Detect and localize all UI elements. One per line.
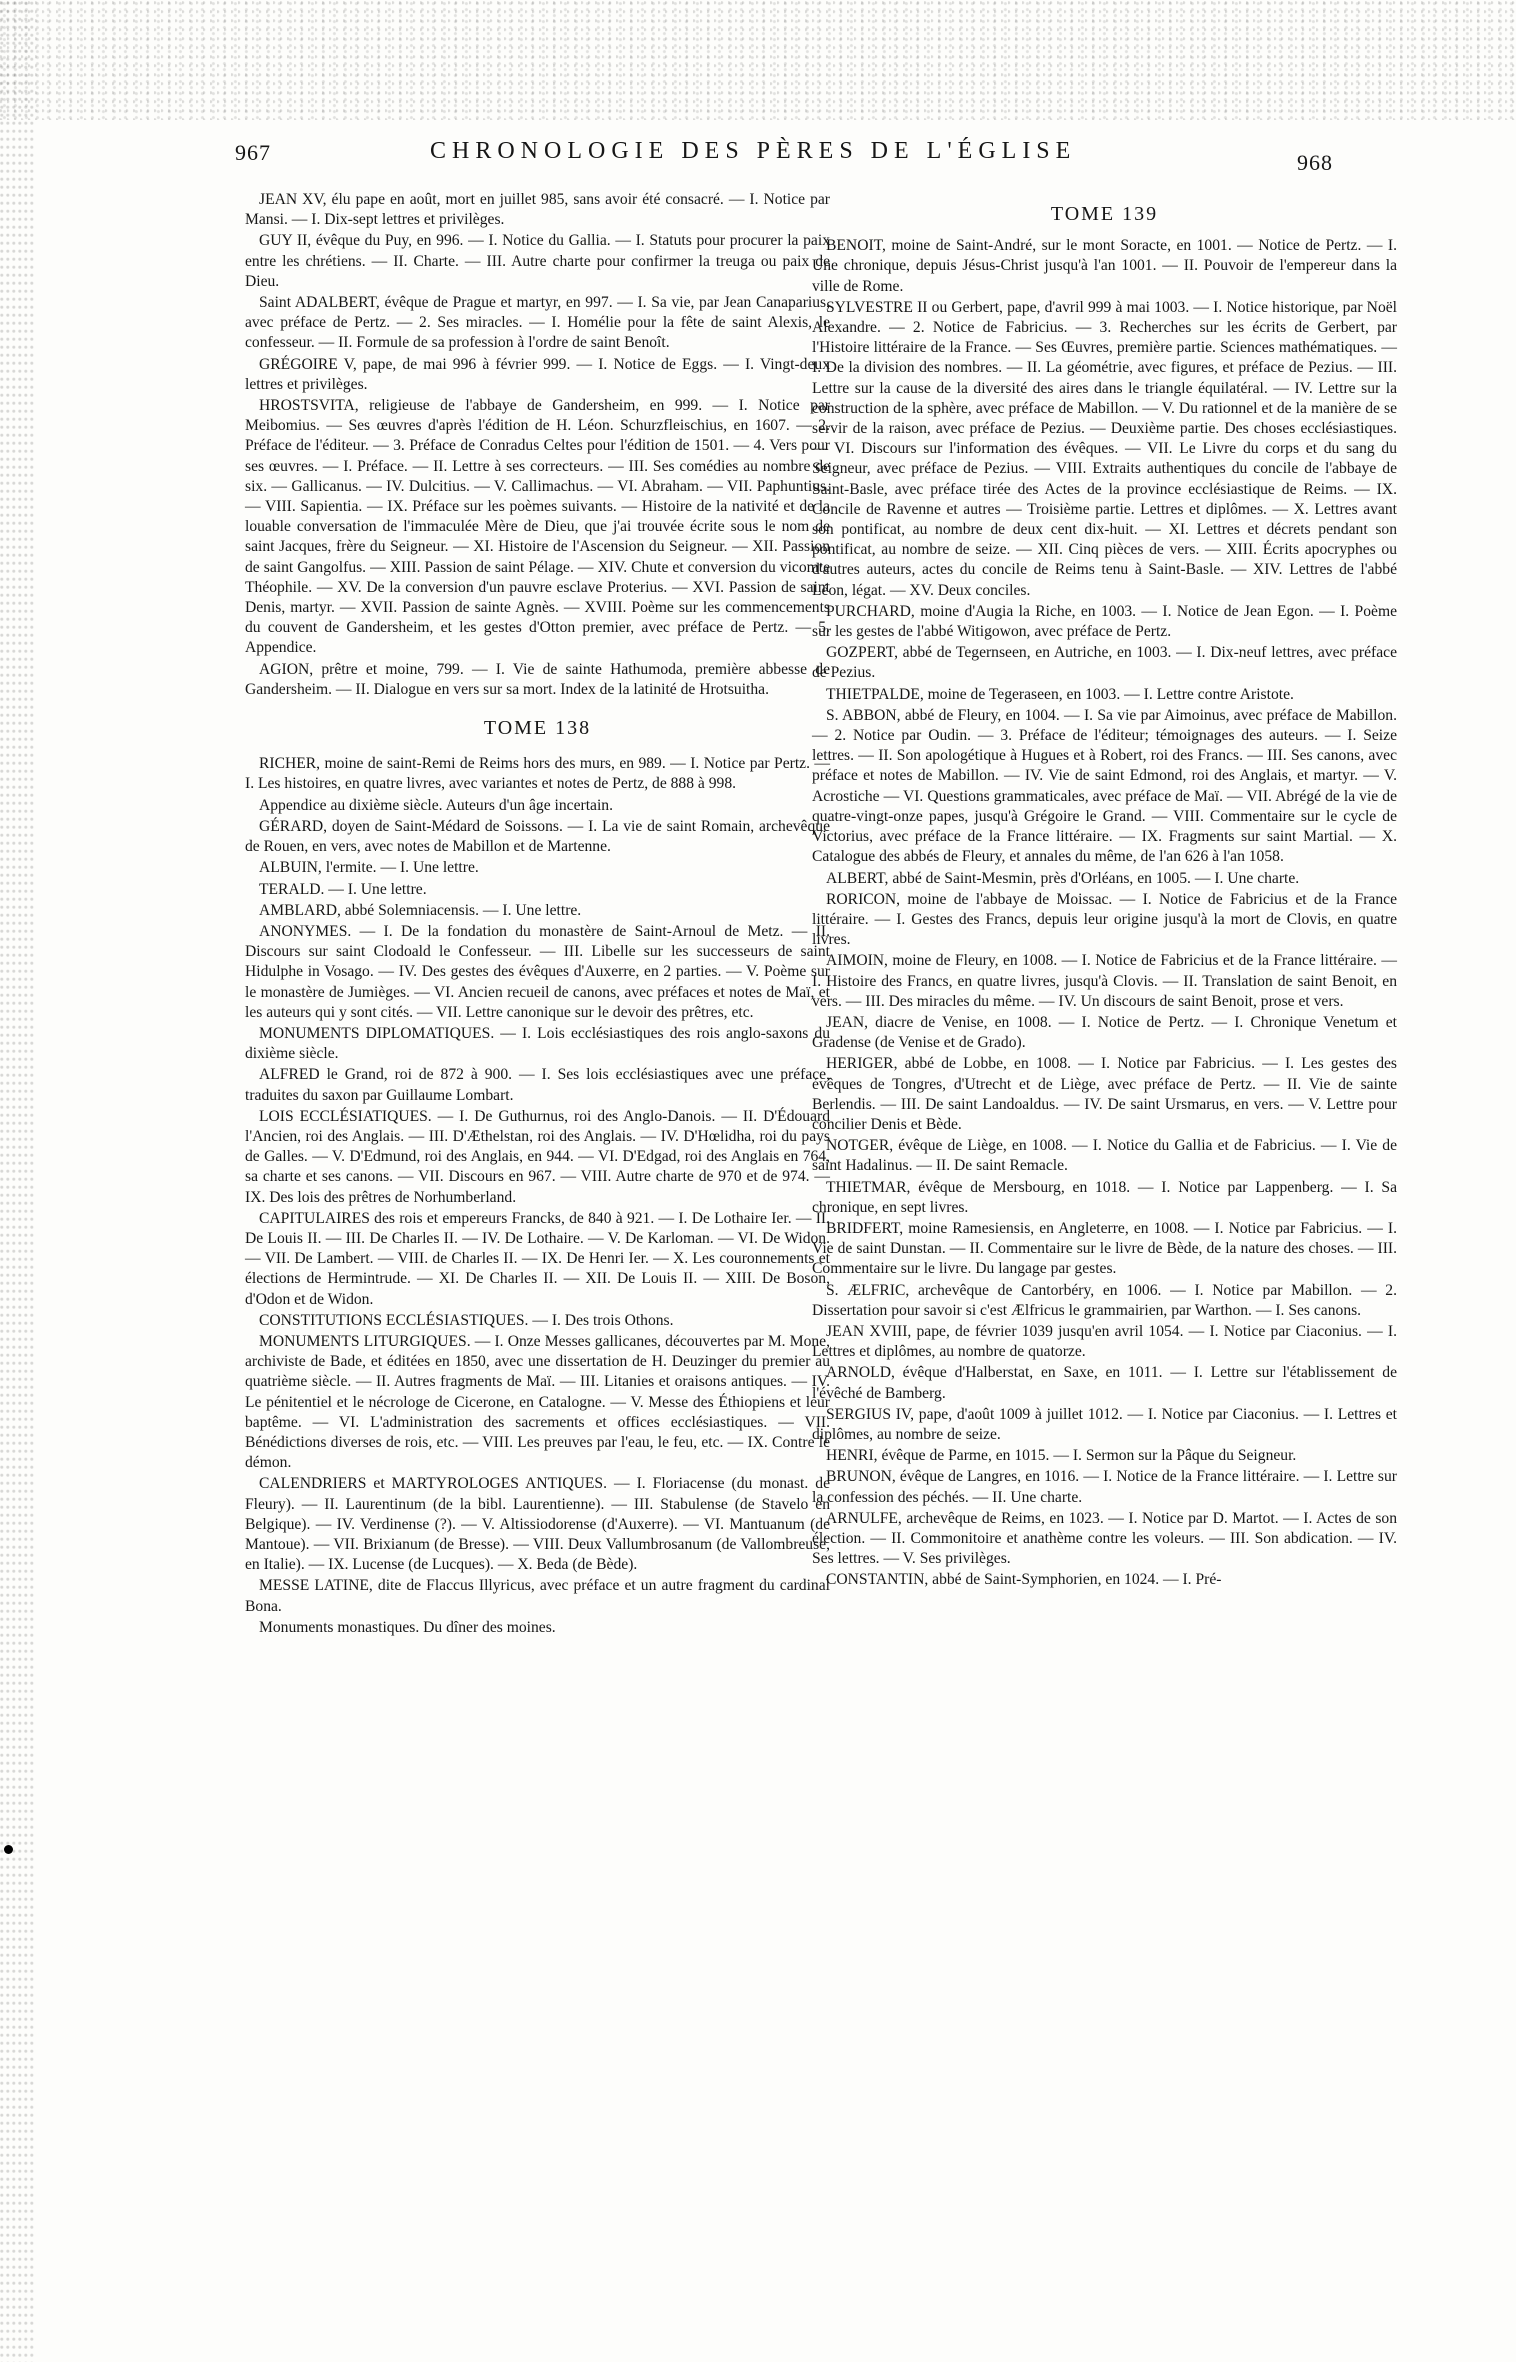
catalog-entry: CONSTITUTIONS ECCLÉSIASTIQUES. — I. Des trois Othons. — [259, 1311, 674, 1329]
tome-138-title: TOME 138 — [483, 717, 592, 740]
catalog-entry: Monuments monastiques. Du dîner des moines. — [259, 1618, 556, 1636]
catalog-entry: MESSE LATINE, dite de Flaccus Illyricus, avec préface et un autre fragment du cardinal Bona. — [245, 1577, 830, 1615]
catalog-entry: GUY II, évêque du Puy, en 996. — I. Notice du Gallia. — I. Statuts pour procurer la paix entre les chrétiens. — II. Charte. — III. Autre charte pour confirmer la treuga ou paix de Dieu. — [245, 232, 830, 290]
catalog-entry: ANONYMES. — I. De la fondation du monastère de Saint-Arnoul de Metz. — II. Discours sur saint Clodoald le Confesseur. — III. Libelle sur les successeurs de saint Hidulphe in Vosago. — IV. Des gestes des évêques d'Auxerre, en 2 parties. — V. Poème sur le monastère de Jumièges. — VI. Ancien recueil de canons, avec préfaces et notes de Maï, et les auteurs qui y sont cités. — VII. Lettre canonique sur le devoir des prêtres, etc. — [245, 922, 830, 1021]
right-entries — [812, 236, 1397, 1590]
running-title: CHRONOLOGIE DES PÈRES DE L'ÉGLISE — [430, 138, 1077, 164]
catalog-entry: TERALD. — I. Une lettre. — [259, 880, 427, 898]
catalog-entry: MONUMENTS LITURGIQUES. — I. Onze Messes gallicanes, découvertes par M. Mone, archiviste de Bade, et éditées en 1850, avec une dissertation de H. Deuzinger du premier au quatrième siècle. — II. Autres fragments de Maï. — III. Litanies et oraisons antiques. — IV. Le pénitentiel et le nécrologe de Cicerone, en Catalogne. — V. Messe des Éthiopiens et leur baptême. — VI. L'administration des sacrements et offices ecclésiastiques. — VII. Bénédictions diverses de rois, etc. — VIII. Les preuves par l'eau, le feu, etc. — IX. Contre le démon. — [245, 1332, 830, 1472]
catalog-entry: BENOIT, moine de Saint-André, sur le mont Soracte, en 1001. — Notice de Pertz. — I. Une chronique, depuis Jésus-Christ jusqu'à l'an 1001. — II. Pouvoir de l'empereur dans la ville de Rome. — [812, 237, 1397, 295]
catalog-entry: BRIDFERT, moine Ramesiensis, en Angleterre, en 1008. — I. Notice par Fabricius. — I. Vie de saint Dunstan. — II. Commentaire sur le livre de Bède, de la nature des choses. — III. Commentaire sur le livre. Du langage par gestes. — [812, 1219, 1397, 1278]
tome-139-title: TOME 139 — [1050, 203, 1159, 225]
catalog-entry: JEAN XV, élu pape en août, mort en juillet 985, sans avoir été consacré. — I. Notice par Mansi. — I. Dix-sept lettres et privilèges. — [245, 191, 830, 229]
catalog-entry: RICHER, moine de saint-Remi de Reims hors des murs, en 989. — I. Notice par Pertz. — I. Les histoires, en quatre livres, avec variantes et notes de Pertz, de 888 à 998. — [245, 755, 830, 793]
catalog-entry: MONUMENTS DIPLOMATIQUES. — I. Lois ecclésiastiques des rois anglo-saxons du dixième siècle. — [245, 1024, 830, 1063]
catalog-entry: S. ABBON, abbé de Fleury, en 1004. — I. Sa vie par Aimoinus, avec préface de Mabillon. — 2. Notice par Oudin. — 3. Préface de l'éditeur; témoignages des auteurs. — I. Seize lettres. — II. Son apologétique à Hugues et à Robert, roi des Francs. — III. Ses canons, avec préface et notes de Mabillon. — IV. Vie de saint Edmond, roi des Anglais, et martyr. — V. Acrostiche — VI. Questions grammaticales, avec préface de Maï. — VII. Abrégé de la vie de quatre-vingt-onze papes, jusqu'à Grégoire le Grand. — VIII. Commentaire sur le cycle de Victorius, avec préface de la France littéraire. — IX. Fragments sur saint Martial. — X. Catalogue des abbés de Fleury, et annales du même, de l'an 626 à l'an 1058. — [812, 706, 1397, 866]
catalog-entry: AGION, prêtre et moine, 799. — I. Vie de sainte Hathumoda, première abbesse de Gandersheim. — II. Dialogue en vers sur sa mort. Index de la latinité de Hrotsuitha. — [245, 660, 830, 698]
catalog-entry: NOTGER, évêque de Liège, en 1008. — I. Notice du Gallia et de Fabricius. — I. Vie de saint Hadalinus. — II. De saint Remacle. — [812, 1137, 1397, 1175]
catalog-entry: AMBLARD, abbé Solemniacensis. — I. Une lettre. — [259, 901, 582, 919]
catalog-entry: GÉRARD, doyen de Saint-Médard de Soissons. — I. La vie de saint Romain, archevêque de Rouen, en vers, avec notes de Mabillon et de Martenne. — [245, 817, 830, 856]
catalog-entry: AIMOIN, moine de Fleury, en 1008. — I. Notice de Fabricius et de la France littéraire. — I. Histoire des Francs, en quatre livres, jusqu'à Clovis. — II. Translation de saint Benoit, en vers. — III. Des miracles du même. — IV. Un discours de saint Benoit, prose et vers. — [812, 952, 1397, 1010]
scan-noise-top — [0, 0, 1516, 120]
catalog-entry: BRUNON, évêque de Langres, en 1016. — I. Notice de la France littéraire. — I. Lettre sur la confession des péchés. — II. Une charte. — [812, 1468, 1397, 1506]
catalog-entry: HROSTSVITA, religieuse de l'abbaye de Gandersheim, en 999. — I. Notice par Meibomius. — Ses œuvres d'après l'édition de H. Léon. Schurzfleischius, en 1607. — 2. Préface de l'éditeur. — 3. Préface de Conradus Celtes pour l'édition de 1501. — 4. Vers pour ses œuvres. — I. Préface. — II. Lettre à ses correcteurs. — III. Ses comédies au nombre de six. — Gallicanus. — IV. Dulcitius. — V. Callimachus. — VI. Abraham. — VII. Paphuntius. — VIII. Sapientia. — IX. Préface sur les poèmes suivants. — Histoire de la nativité et de la louable conversation de l'immaculée Mère de Dieu, que j'ai trouvée écrite sous le nom de saint Jacques, frère du Seigneur. — XI. Histoire de l'Ascension du Seigneur. — XII. Passion de saint Gangolfus. — XIII. Passion de saint Pélage. — XIV. Chute et conversion du vicomte Théophile. — XV. De la conversion d'un pauvre esclave Proterius. — XVI. Passion de saint Denis, martyr. — XVII. Passion de sainte Agnès. — XVIII. Poème sur les commencements du couvent de Gandersheim, et les gestes d'Otton premier, avec préface de Pertz. — 5. Appendice. — [245, 397, 830, 657]
catalog-entry: CALENDRIERS et MARTYROLOGES ANTIQUES. — I. Floriacense (du monast. de Fleury). — II. Laurentinum (de la bibl. Laurentienne). — III. Stabulense (de Stavelo en Belgique). — IV. Verdinense (?). — V. Altissiodorense (d'Auxerre). — VI. Mantuanum (de Mantoue). — VII. Brixianum (de Bresse). — VIII. Deux Vallumbrosanum (de Vallombreuse, en Italie). — IX. Lucense (de Lucques). — X. Beda (de Bède). — [245, 1475, 830, 1574]
catalog-entry: JEAN XVIII, pape, de février 1039 jusqu'en avril 1054. — I. Notice par Ciaconius. — I. Lettres et diplômes, au nombre de quatorze. — [812, 1322, 1397, 1361]
catalog-entry: ALBUIN, l'ermite. — I. Une lettre. — [259, 859, 479, 877]
catalog-entry: CAPITULAIRES des rois et empereurs Francks, de 840 à 921. — I. De Lothaire Ier. — II. De Louis II. — III. De Charles II. — IV. De Lothaire. — V. De Karloman. — VI. De Widon. — VII. De Lambert. — VIII. de Charles II. — IX. De Henri Ier. — X. Les couronnements et élections de Hermintrude. — XI. De Charles II. — XII. De Louis II. — XIII. De Boson, d'Odon et de Widon. — [245, 1209, 830, 1308]
scan-noise-left — [0, 0, 34, 2362]
catalog-entry: CONSTANTIN, abbé de Saint-Symphorien, en 1024. — I. Pré- — [826, 1571, 1222, 1589]
catalog-entry: ARNULFE, archevêque de Reims, en 1023. — I. Notice par D. Martot. — I. Actes de son élection. — II. Commonitoire et anathème contre les voleurs. — III. Son abdication. — IV. Ses lettres. — V. Ses privilèges. — [812, 1509, 1397, 1568]
catalog-entry: RORICON, moine de l'abbaye de Moissac. — I. Notice de Fabricius et de la France littéraire. — I. Gestes des Francs, depuis leur origine jusqu'à la mort de Clovis, en quatre livres. — [812, 890, 1397, 949]
catalog-entry: ARNOLD, évêque d'Halberstat, en Saxe, en 1011. — I. Lettre sur l'établissement de l'évêché de Bamberg. — [812, 1364, 1397, 1402]
catalog-entry: PURCHARD, moine d'Augia la Riche, en 1003. — I. Notice de Jean Egon. — I. Poème sur les gestes de l'abbé Witigowon, avec préface de Pertz. — [812, 602, 1397, 641]
catalog-entry: Saint ADALBERT, évêque de Prague et martyr, en 997. — I. Sa vie, par Jean Canaparius, avec préface de Pertz. — 2. Ses miracles. — I. Homélie pour la fête de saint Alexis, le confesseur. — II. Formule de sa profession à l'ordre de saint Benoît. — [245, 294, 830, 352]
margin-dot — [4, 1845, 13, 1854]
page-number-left: 967 — [235, 140, 271, 165]
catalog-entry: GOZPERT, abbé de Tegernseen, en Autriche, en 1003. — I. Dix-neuf lettres, avec préface de Pezius. — [812, 644, 1397, 682]
catalog-entry: SYLVESTRE II ou Gerbert, pape, d'avril 999 à mai 1003. — I. Notice historique, par Noël Alexandre. — 2. Notice de Fabricius. — 3. Recherches sur les écrits de Gerbert, par l'Histoire littéraire de la France. — Ses Œuvres, première partie. Sciences mathématiques. — I. De la division des nombres. — II. La géométrie, avec figures, et préface de Pezius. — III. Lettre sur la cause de la diversité des aires dans le triangle équilatéral. — IV. Lettre sur la construction de la sphère, avec préface de Mabillon. — V. Du rationnel et de la manière de se servir de la raison, avec préface de Pezius. — Deuxième partie. Des choses ecclésiastiques. — VI. Discours sur l'information des évêques. — VII. Le Livre du corps et du sang du Seigneur, avec préface de Pezius. — VIII. Extraits authentiques du concile de l'abbaye de Saint-Basle, avec préface tirée des Actes de la province ecclésiastique de Reims. — IX. Concile de Ravenne et autres — Troisième partie. Lettres et diplômes. — X. Lettres avant son pontificat, au nombre de deux cent dix-huit. — XI. Lettres et décrets pendant son pontificat, au nombre de seize. — XII. Cinq pièces de vers. — XIII. Écrits apocryphes ou d'autres auteurs, actes du concile de Reims tenu à Saint-Basle. — XIV. Lettres de l'abbé Léon, légat. — XV. Deux conciles. — [812, 298, 1397, 599]
catalog-entry: THIETPALDE, moine de Tegeraseen, en 1003. — I. Lettre contre Aristote. — [826, 685, 1294, 703]
catalog-entry: GRÉGOIRE V, pape, de mai 996 à février 999. — I. Notice de Eggs. — I. Vingt-deux lettres et privilèges. — [245, 355, 830, 393]
page-number-right: 968 — [1297, 150, 1333, 175]
catalog-entry: LOIS ECCLÉSIATIQUES. — I. De Guthurnus, roi des Anglo-Danois. — II. D'Édouard l'Ancien, roi des Anglais. — III. D'Æthelstan, roi des Anglais. — IV. D'Hœlidha, roi du pays de Galles. — V. D'Edmund, roi des Anglais, en 944. — VI. D'Edgad, roi des Anglais en 764, sa charte et ses canons. — VII. Discours en 967. — VIII. Autre charte de 970 et de 974. — IX. Des lois des prêtres de Norhumberland. — [245, 1107, 830, 1206]
left-column — [245, 190, 830, 1639]
right-column — [812, 190, 1397, 1592]
left-entries-top — [245, 190, 830, 700]
catalog-entry: HERIGER, abbé de Lobbe, en 1008. — I. Notice par Fabricius. — I. Les gestes des évêques de Tongres, d'Utrecht et de Liège, avec préface de Pertz. — II. Vie de sainte Berlendis. — III. De saint Landoaldus. — IV. De saint Ursmarus, en vers. — V. Lettre pour concilier Denis et Bède. — [812, 1055, 1397, 1133]
catalog-entry: ALBERT, abbé de Saint-Mesmin, près d'Orléans, en 1005. — I. Une charte. — [826, 869, 1300, 887]
left-entries-bottom — [245, 754, 830, 1638]
catalog-entry: HENRI, évêque de Parme, en 1015. — I. Sermon sur la Pâque du Seigneur. — [826, 1447, 1297, 1465]
catalog-entry: ALFRED le Grand, roi de 872 à 900. — I. Ses lois ecclésiastiques avec une préface, traduites du saxon par Guillaume Lombart. — [245, 1066, 830, 1104]
catalog-entry: S. ÆLFRIC, archevêque de Cantorbéry, en 1006. — I. Notice par Mabillon. — 2. Dissertation pour savoir si c'est Ælfricus le grammairien, par Warthon. — I. Ses canons. — [812, 1281, 1397, 1319]
catalog-entry: JEAN, diacre de Venise, en 1008. — I. Notice de Pertz. — I. Chronique Venetum et Gradense (de Venise et de Grado). — [812, 1013, 1397, 1052]
catalog-entry: Appendice au dixième siècle. Auteurs d'un âge incertain. — [259, 796, 613, 814]
catalog-entry: SERGIUS IV, pape, d'août 1009 à juillet 1012. — I. Notice par Ciaconius. — I. Lettres et diplômes, au nombre de seize. — [812, 1405, 1397, 1443]
catalog-entry: THIETMAR, évêque de Mersbourg, en 1018. — I. Notice par Lappenberg. — I. Sa chronique, en sept livres. — [812, 1178, 1397, 1216]
